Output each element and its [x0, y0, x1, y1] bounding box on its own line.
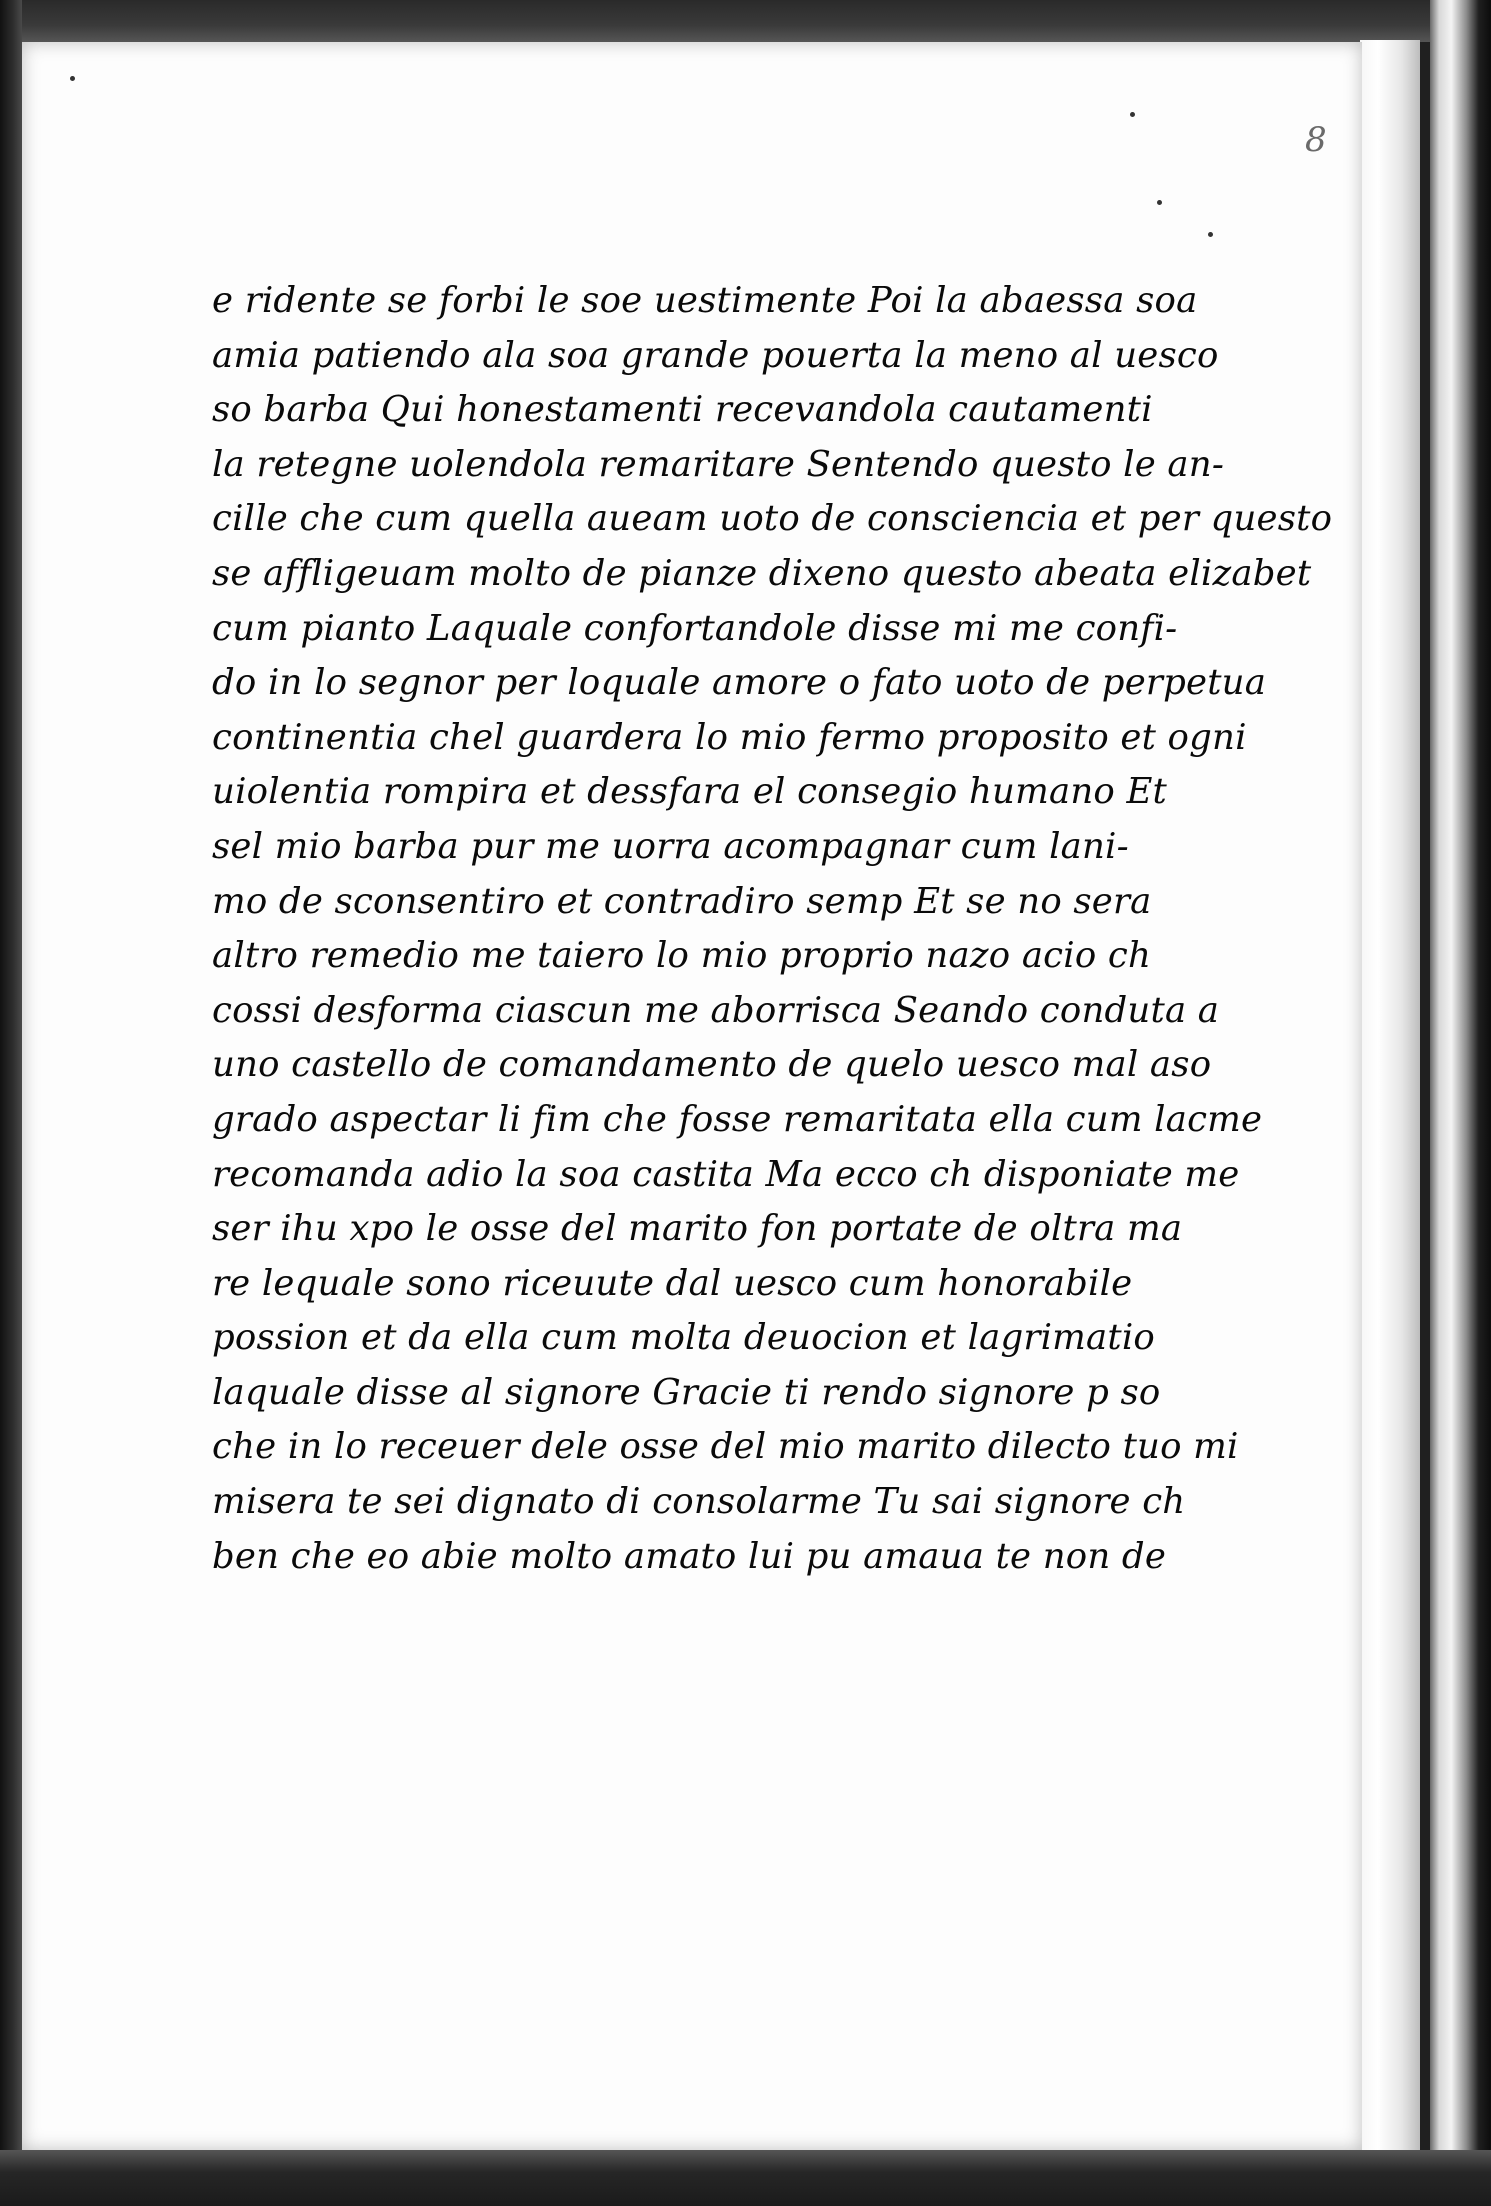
manuscript-text-block — [212, 274, 1333, 1584]
text-line: mo de sconsentiro et contradiro semp Et se no sera — [212, 880, 1152, 922]
text-line: recomanda adio la soa castita Ma ecco ch disponiate me — [212, 1153, 1240, 1195]
manuscript-page — [22, 42, 1362, 2150]
text-line: altro remedio me taiero lo mio proprio nazo acio ch — [212, 935, 1152, 977]
text-line: uno castello de comandamento de quelo uesco mal aso — [212, 1044, 1212, 1086]
text-line: se affligeuam molto de pianze dixeno questo abeata elizabet — [212, 552, 1312, 594]
scan-border-right — [1430, 0, 1491, 2206]
ink-speck — [1208, 232, 1213, 237]
text-line: so barba Qui honestamenti recevandola cautamenti — [212, 389, 1153, 431]
text-line: cum pianto Laquale confortandole disse mi me confi- — [212, 607, 1178, 649]
text-line: re lequale sono riceuute dal uesco cum honorabile — [212, 1262, 1133, 1304]
text-line: ser ihu xpo le osse del marito fon portate de oltra ma — [212, 1208, 1183, 1250]
scan-border-left — [0, 0, 22, 2206]
text-line: continentia chel guardera lo mio fermo proposito et ogni — [212, 716, 1247, 758]
text-line: amia patiendo ala soa grande pouerta la meno al uesco — [212, 334, 1219, 376]
text-line: la retegne uolendola remaritare Sentendo questo le an- — [212, 443, 1225, 485]
text-line: possion et da ella cum molta deuocion et lagrimatio — [212, 1317, 1155, 1359]
text-line: ben che eo abie molto amato lui pu amaua te non de — [212, 1535, 1167, 1577]
ink-speck — [70, 76, 75, 81]
text-line: cossi desforma ciascun me aborrisca Seando conduta a — [212, 989, 1220, 1031]
ink-speck — [1130, 112, 1135, 117]
text-line: misera te sei dignato di consolarme Tu sai signore ch — [212, 1481, 1186, 1523]
text-line: do in lo segnor per loquale amore o fato uoto de perpetua — [212, 662, 1267, 704]
scan-border-bottom — [0, 2150, 1491, 2206]
ink-speck — [1157, 200, 1162, 205]
page-edge-strip — [1360, 40, 1420, 2150]
text-line: uiolentia rompira et dessfara el consegio humano Et — [212, 771, 1168, 813]
folio-number: 8 — [1305, 120, 1327, 160]
text-line: laquale disse al signore Gracie ti rendo signore p so — [212, 1371, 1161, 1413]
text-line: e ridente se forbi le soe uestimente Poi la abaessa soa — [212, 280, 1198, 321]
text-line: cille che cum quella aueam uoto de consciencia et per questo — [212, 498, 1333, 540]
text-line: grado aspectar li fim che fosse remaritata ella cum lacme — [212, 1098, 1263, 1140]
text-line: sel mio barba pur me uorra acompagnar cum lani- — [212, 825, 1129, 867]
scan-border-top — [0, 0, 1491, 42]
text-line: che in lo receuer dele osse del mio marito dilecto tuo mi — [212, 1426, 1239, 1468]
